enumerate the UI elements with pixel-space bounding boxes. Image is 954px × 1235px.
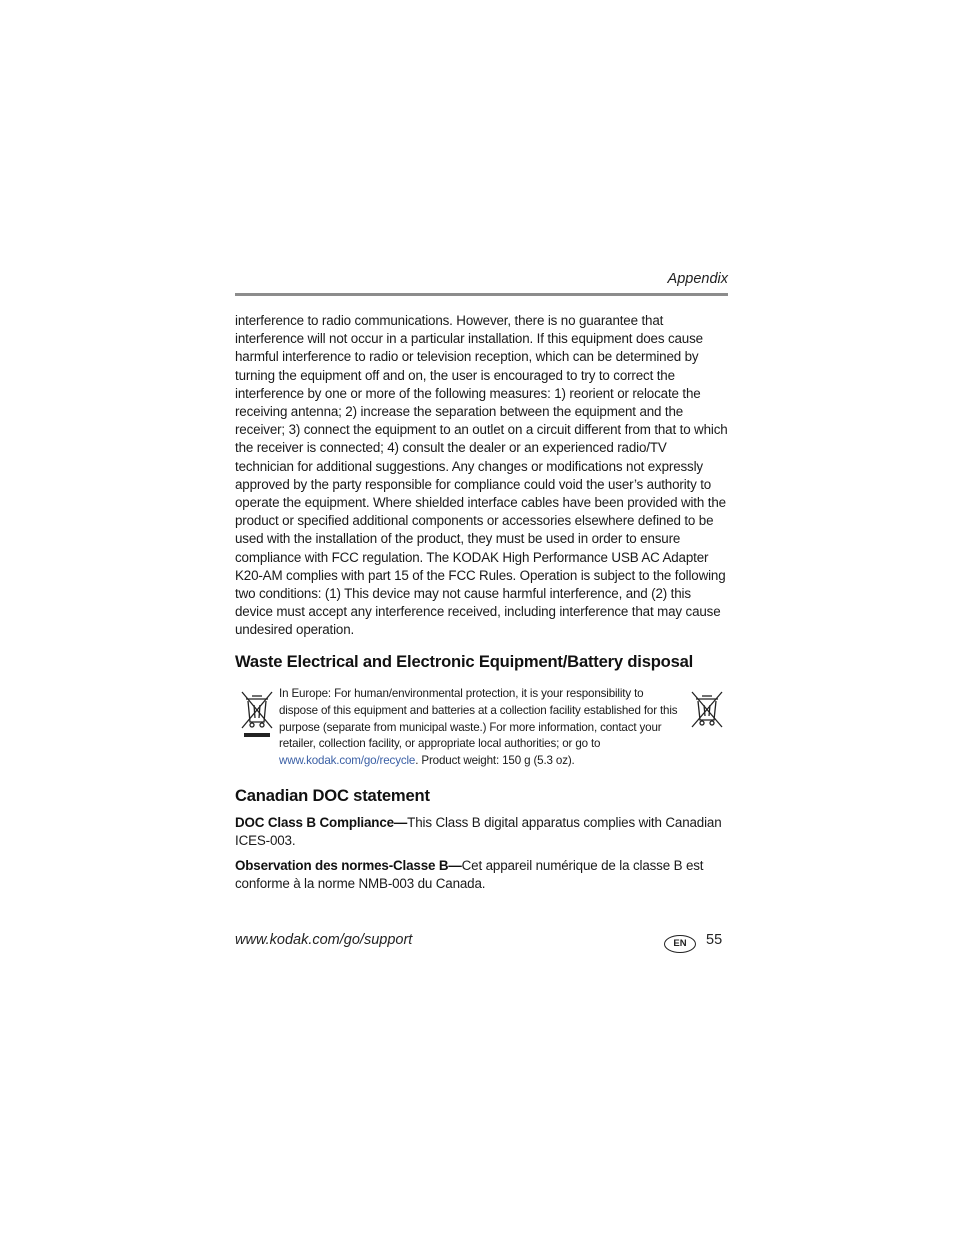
crossed-out-wheelie-bin-icon bbox=[240, 690, 274, 745]
footer-url: www.kodak.com/go/support bbox=[235, 932, 413, 948]
page-number: 55 bbox=[706, 932, 723, 948]
canadian-heading: Canadian DOC statement bbox=[235, 786, 430, 805]
language-badge: EN bbox=[664, 935, 696, 953]
weee-text-after-link: . Product weight: 150 g (5.3 oz). bbox=[415, 754, 575, 768]
observation-text: Cet appareil numérique de la classe B est conforme à la norme NMB-003 du Canada. bbox=[235, 858, 704, 892]
weee-text-before-link: In Europe: For human/environmental protection, it is your responsibility to dispose of this equipment and batteries at a collection facility established for this purpose (separate from municipal waste.) For more information, contact your retailer, collection facility, or appropriate local authorities; or go to bbox=[279, 687, 678, 751]
header-rule bbox=[235, 293, 728, 296]
crossed-out-wheelie-bin-icon bbox=[690, 690, 724, 735]
observation-label: Observation des normes-Classe B— bbox=[235, 858, 462, 873]
weee-text bbox=[279, 686, 683, 770]
running-header: Appendix bbox=[667, 271, 728, 287]
doc-compliance-paragraph bbox=[235, 814, 728, 850]
recycle-link[interactable]: www.kodak.com/go/recycle bbox=[279, 754, 416, 768]
doc-compliance-label: DOC Class B Compliance— bbox=[235, 815, 408, 830]
fcc-paragraph: interference to radio communications. However, there is no guarantee that interference will not occur in a particular installation. If this equipment does cause harmful interference to radio or television reception, which can be determined by turning the equipment off and on, the user is encouraged to try to correct the interference by one or more of the following measures: 1) reorient or relocate the receiving antenna; 2) increase the separation between the equipment and the receiver; 3) connect the equipment to an outlet on a circuit different from that to which the receiver is connected; 4) consult the dealer or an experienced radio/TV technician for additional suggestions. Any changes or modifications not expressly approved by the party responsible for compliance could void the user’s authority to operate the equipment. Where shielded interface cables have been provided with the product or specified additional components or accessories elsewhere defined to be used with the installation of the product, they must be used in order to ensure compliance with FCC regulation. The KODAK High Performance USB AC Adapter K20-AM complies with part 15 of the FCC Rules. Operation is subject to the following two conditions: (1) This device may not cause harmful interference, and (2) this device must accept any interference received, including interference that may cause undesired operation. bbox=[235, 313, 728, 638]
doc-compliance-text: This Class B digital apparatus complies with Canadian ICES-003. bbox=[235, 815, 722, 849]
observation-paragraph bbox=[235, 857, 728, 893]
weee-notice bbox=[235, 686, 728, 776]
weee-heading: Waste Electrical and Electronic Equipment/Battery disposal bbox=[235, 652, 694, 671]
